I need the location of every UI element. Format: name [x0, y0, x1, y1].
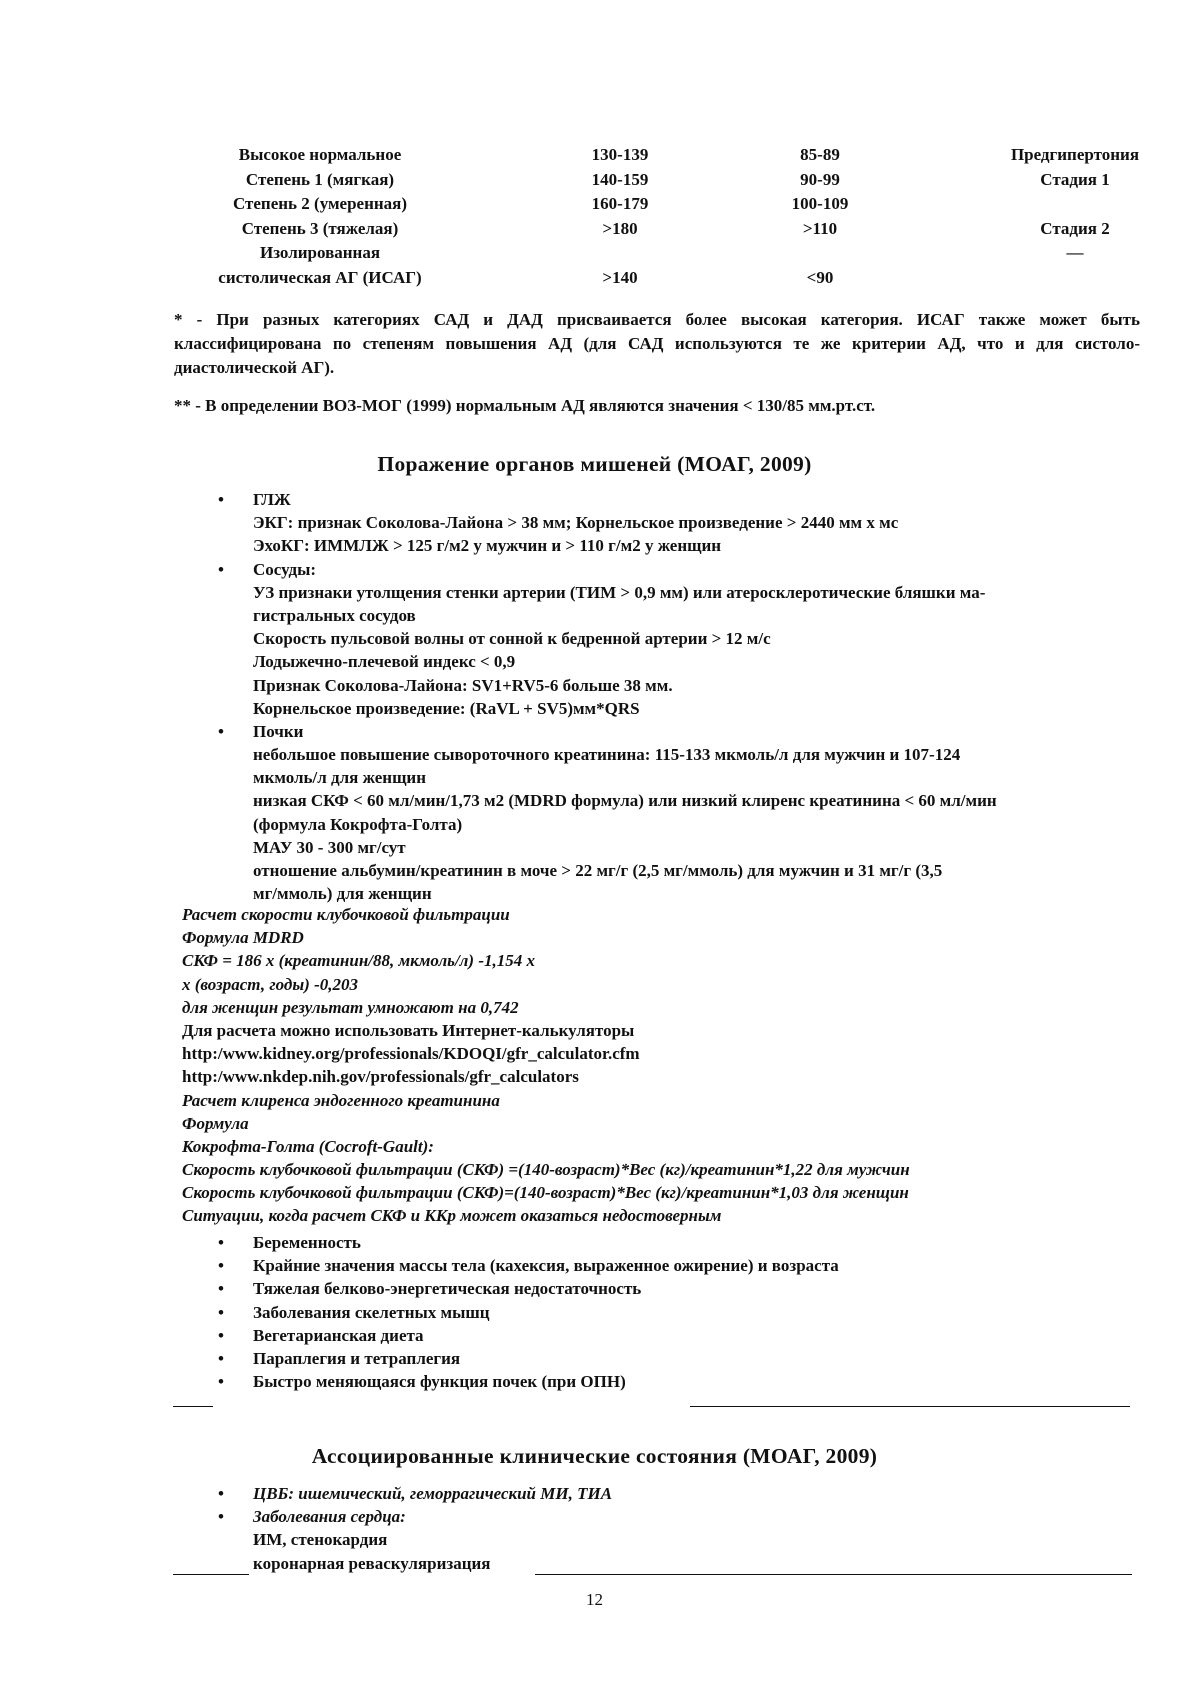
list-item-text: Быстро меняющаяся функция почек (при ОПН)	[253, 1372, 626, 1392]
category-line: Изолированная	[259, 243, 381, 262]
dbp-cell: <90	[806, 267, 834, 287]
page-number: 12	[586, 1590, 603, 1609]
list-line	[0, 650, 1189, 673]
category-cell: Степень 3 (тяжелая)	[241, 218, 399, 238]
underline-rule	[173, 1406, 213, 1407]
list-item-text: Заболевания скелетных мышц	[253, 1302, 490, 1322]
list-line	[0, 511, 1189, 534]
bullet: •	[218, 1372, 224, 1392]
underline-rule	[535, 1574, 1132, 1575]
table-row	[185, 192, 1115, 217]
list-line	[0, 859, 1189, 882]
stage-cell: Стадия 1	[1040, 169, 1110, 189]
list-item	[0, 1324, 1189, 1347]
list-line-text: мг/ммоль) для женщин	[253, 884, 432, 904]
section-title-associated-conditions: Ассоциированные клинические состояния (МОАГ, 2009)	[311, 1444, 878, 1468]
bullet: •	[218, 1233, 224, 1252]
calc-formula: СКФ = 186 х (креатинин/88, мкмоль/л) -1,154 х	[182, 951, 535, 971]
sbp-cell: >180	[602, 218, 638, 238]
dbp-cell: 85-89	[800, 145, 840, 164]
list-line	[0, 766, 1189, 789]
list-line	[0, 604, 1189, 627]
list-item-title: Заболевания сердца:	[253, 1507, 406, 1527]
dbp-cell: >110	[802, 218, 838, 238]
calc-formula-name: Формула	[182, 1113, 249, 1133]
table-row	[185, 217, 1115, 242]
url-link: http:/www.kidney.org/professionals/KDOQI/gfr_calculator.cfm	[182, 1044, 640, 1064]
bullet: •	[218, 1325, 224, 1345]
list-line-text: УЗ признаки утолщения стенки артерии (ТИМ > 0,9 мм) или атеросклеротические бляшки ма-	[253, 582, 986, 602]
list-item-text: Тяжелая белково-энергетическая недостаточность	[253, 1279, 642, 1299]
calc-formula: Скорость клубочковой фильтрации (СКФ)=(140-возраст)*Вес (кг)/креатинин*1,03 для женщин	[182, 1183, 909, 1203]
list-item	[0, 1347, 1189, 1370]
footnote-double-star: ** - В определении ВОЗ-МОГ (1999) нормальным АД являются значения < 130/85 мм.рт.ст.	[174, 396, 876, 415]
list-item	[0, 1301, 1189, 1324]
section-title-target-organs: Поражение органов мишеней (МОАГ, 2009)	[377, 452, 812, 476]
stage-cell: —	[1066, 243, 1084, 262]
list-item	[0, 720, 1189, 743]
underline-rule	[173, 1574, 249, 1575]
calc-heading: Расчет клиренса эндогенного креатинина	[182, 1090, 500, 1110]
list-item	[0, 1505, 1189, 1528]
list-line-text: ИМ, стенокардия	[253, 1530, 388, 1550]
list-line	[0, 836, 1189, 859]
list-line	[0, 674, 1189, 697]
calc-formula: Скорость клубочковой фильтрации (СКФ) =(140-возраст)*Вес (кг)/креатинин*1,22 для мужчин	[182, 1160, 910, 1180]
list-item	[0, 1231, 1189, 1254]
calc-note: для женщин результат умножают на 0,742	[182, 997, 519, 1017]
bullet: •	[218, 1348, 224, 1368]
bullet: •	[218, 1484, 224, 1503]
associated-conditions-list	[0, 1482, 1189, 1575]
dbp-cell: 100-109	[791, 194, 849, 213]
bullet: •	[218, 1256, 224, 1276]
list-item	[0, 1370, 1189, 1393]
list-item	[0, 488, 1189, 511]
list-line-text: (формула Кокрофта-Голта)	[253, 814, 463, 834]
list-item-text: Вегетарианская диета	[253, 1325, 424, 1345]
sbp-cell: >140	[602, 267, 638, 287]
bullet: •	[218, 1302, 224, 1322]
category-cell: Степень 1 (мягкая)	[245, 169, 395, 189]
table-row	[185, 143, 1140, 168]
list-line-text: ЭКГ: признак Соколова-Лайона > 38 мм; Корнельское произведение > 2440 мм х мс	[253, 513, 899, 533]
category-cell	[185, 241, 455, 290]
list-item-title: Почки	[253, 721, 304, 741]
list-line	[0, 813, 1189, 836]
calc-formula-name: Кокрофта-Голта (Cocroft-Gault):	[182, 1136, 434, 1156]
list-line-text: Скорость пульсовой волны от сонной к бедренной артерии > 12 м/с	[253, 629, 771, 649]
unreliable-conditions-list	[0, 1231, 1189, 1393]
list-item-text: Беременность	[253, 1233, 361, 1252]
list-line-text: Признак Соколова-Лайона: SV1+RV5-6 больше 38 мм.	[253, 675, 673, 695]
list-line-text: коронарная реваскуляризация	[253, 1553, 491, 1573]
sbp-cell: 160-179	[591, 194, 649, 213]
dbp-cell: 90-99	[800, 169, 840, 189]
calc-text: Для расчета можно использовать Интернет-калькуляторы	[182, 1020, 635, 1040]
list-item	[0, 558, 1189, 581]
stage-cell: Предгипертония	[1010, 145, 1140, 164]
list-line-text: МАУ 30 - 300 мг/сут	[253, 837, 406, 857]
list-line	[0, 1552, 1189, 1575]
list-line	[0, 882, 1189, 905]
category-cell: Высокое нормальное	[238, 145, 402, 164]
list-item-title: ГЛЖ	[253, 490, 291, 509]
list-line-text: гистральных сосудов	[253, 605, 416, 625]
table-row	[185, 241, 1115, 290]
list-line	[0, 581, 1189, 604]
url-link: http:/www.nkdep.nih.gov/professionals/gfr_calculators	[182, 1067, 579, 1087]
list-line-text: ЭхоКГ: ИММЛЖ > 125 г/м2 у мужчин и > 110 г/м2 у женщин	[253, 536, 722, 556]
category-cell: Степень 2 (умеренная)	[232, 194, 408, 213]
underline-rule	[690, 1406, 1130, 1407]
list-item-title: Сосуды:	[253, 559, 317, 579]
target-organs-list	[0, 488, 1189, 905]
calc-formula-name: Формула MDRD	[182, 928, 304, 948]
calc-heading: Расчет скорости клубочковой фильтрации	[182, 905, 510, 924]
list-line-text: небольшое повышение сывороточного креатинина: 115-133 мкмоль/л для мужчин и 107-124	[253, 745, 961, 765]
list-item	[0, 1277, 1189, 1300]
calc-formula: х (возраст, годы) -0,203	[182, 974, 358, 994]
list-line-text: мкмоль/л для женщин	[253, 768, 427, 788]
list-item-text: Параплегия и тетраплегия	[253, 1348, 461, 1368]
list-line-text: Корнельское произведение: (RaVL + SV5)мм*QRS	[253, 698, 640, 718]
bullet: •	[218, 1507, 224, 1527]
list-line	[0, 1528, 1189, 1551]
bullet: •	[218, 559, 224, 579]
bullet: •	[218, 721, 224, 741]
footnote-single-star: * - При разных категориях САД и ДАД присваивается более высокая категория. ИСАГ также может быть классифицирована по степеням повышения АД (для САД используются те же критерии АД, что и для систоло-диастолической АГ).	[174, 310, 1140, 377]
list-line	[0, 627, 1189, 650]
calc-heading: Ситуации, когда расчет СКФ и ККр может оказаться недостоверным	[182, 1206, 722, 1226]
bullet: •	[218, 1279, 224, 1299]
sbp-cell: 140-159	[591, 169, 649, 189]
list-line	[0, 743, 1189, 766]
stage-cell: Стадия 2	[1040, 218, 1110, 238]
list-item	[0, 1254, 1189, 1277]
list-line	[0, 789, 1189, 812]
list-line-text: отношение альбумин/креатинин в моче > 22 мг/г (2,5 мг/ммоль) для мужчин и 31 мг/г (3,5	[253, 861, 943, 880]
list-item-text: Крайние значения массы тела (кахексия, выраженное ожирение) и возраста	[253, 1256, 839, 1276]
list-item-title: ЦВБ: ишемический, геморрагический МИ, ТИА	[253, 1484, 613, 1503]
list-line	[0, 534, 1189, 557]
bp-classification-table	[185, 143, 1140, 290]
table-row	[185, 168, 1115, 193]
list-line-text: низкая СКФ < 60 мл/мин/1,73 м2 (MDRD формула) или низкий клиренс креатинина < 60 мл/мин	[253, 791, 997, 811]
list-line	[0, 697, 1189, 720]
sbp-cell: 130-139	[591, 145, 649, 164]
list-line-text: Лодыжечно-плечевой индекс < 0,9	[253, 652, 516, 672]
bullet: •	[218, 490, 224, 509]
category-line: систолическая АГ (ИСАГ)	[218, 267, 422, 287]
gfr-calculation-block	[0, 903, 1189, 1228]
list-item	[0, 1482, 1189, 1505]
